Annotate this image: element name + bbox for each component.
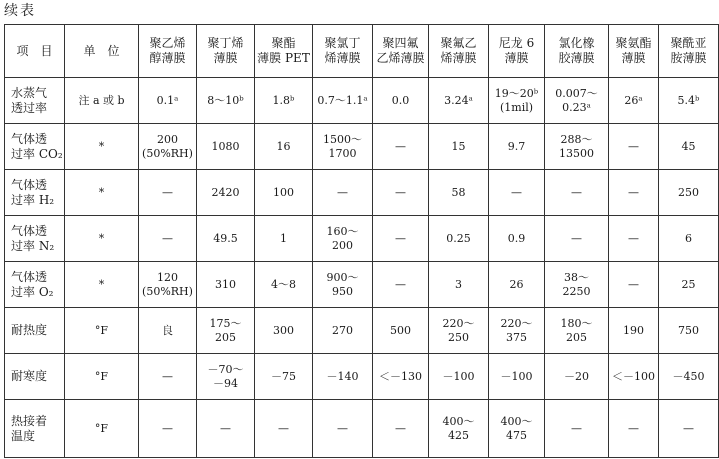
- value-cell: 1080: [197, 124, 255, 170]
- value-cell: 15: [429, 124, 489, 170]
- row-label: 热接着 温度: [5, 400, 65, 458]
- header-cell: 氯化橡 胶薄膜: [545, 25, 609, 78]
- value-cell: 26: [489, 262, 545, 308]
- value-cell: 1: [255, 216, 313, 262]
- value-cell: 6: [659, 216, 719, 262]
- value-cell: 160～ 200: [313, 216, 373, 262]
- unit-cell: *: [65, 124, 139, 170]
- value-cell: 5.4ᵇ: [659, 78, 719, 124]
- row-label: 耐寒度: [5, 354, 65, 400]
- value-cell: ＜－130: [373, 354, 429, 400]
- row-label: 耐热度: [5, 308, 65, 354]
- table-caption: 续表: [4, 3, 36, 19]
- value-cell: —: [489, 170, 545, 216]
- value-cell: 2420: [197, 170, 255, 216]
- table-row: [5, 262, 719, 308]
- value-cell: 良: [139, 308, 197, 354]
- header-cell: 聚乙烯 醇薄膜: [139, 25, 197, 78]
- properties-table: [4, 24, 719, 458]
- header-cell: 项 目: [5, 25, 65, 78]
- value-cell: －70～ －94: [197, 354, 255, 400]
- value-cell: 300: [255, 308, 313, 354]
- value-cell: 16: [255, 124, 313, 170]
- value-cell: －75: [255, 354, 313, 400]
- value-cell: ＜－100: [609, 354, 659, 400]
- value-cell: 1.8ᵇ: [255, 78, 313, 124]
- value-cell: －140: [313, 354, 373, 400]
- value-cell: 9.7: [489, 124, 545, 170]
- value-cell: —: [139, 216, 197, 262]
- row-label: 水蒸气 透过率: [5, 78, 65, 124]
- value-cell: 120 (50%RH): [139, 262, 197, 308]
- row-label: 气体透 过率 CO₂: [5, 124, 65, 170]
- header-cell: 聚四氟 乙烯薄膜: [373, 25, 429, 78]
- row-label: 气体透 过率 N₂: [5, 216, 65, 262]
- header-cell: 聚氨酯 薄膜: [609, 25, 659, 78]
- header-cell: 单 位: [65, 25, 139, 78]
- value-cell: －100: [489, 354, 545, 400]
- value-cell: —: [545, 216, 609, 262]
- table-row: [5, 124, 719, 170]
- value-cell: 3: [429, 262, 489, 308]
- row-label: 气体透 过率 O₂: [5, 262, 65, 308]
- value-cell: —: [373, 400, 429, 458]
- value-cell: 500: [373, 308, 429, 354]
- unit-cell: *: [65, 262, 139, 308]
- value-cell: －20: [545, 354, 609, 400]
- unit-cell: 注 a 或 b: [65, 78, 139, 124]
- value-cell: —: [255, 400, 313, 458]
- value-cell: 0.7～1.1ᵃ: [313, 78, 373, 124]
- table-row: [5, 216, 719, 262]
- value-cell: —: [313, 400, 373, 458]
- header-cell: 聚丁烯 薄膜: [197, 25, 255, 78]
- value-cell: 180～ 205: [545, 308, 609, 354]
- table-row: [5, 170, 719, 216]
- value-cell: —: [545, 400, 609, 458]
- value-cell: 200 (50%RH): [139, 124, 197, 170]
- value-cell: 49.5: [197, 216, 255, 262]
- value-cell: —: [313, 170, 373, 216]
- value-cell: 900～ 950: [313, 262, 373, 308]
- value-cell: —: [609, 262, 659, 308]
- value-cell: 25: [659, 262, 719, 308]
- value-cell: —: [545, 170, 609, 216]
- unit-cell: *: [65, 170, 139, 216]
- value-cell: 250: [659, 170, 719, 216]
- value-cell: —: [373, 124, 429, 170]
- value-cell: —: [609, 124, 659, 170]
- unit-cell: °F: [65, 308, 139, 354]
- value-cell: 175～ 205: [197, 308, 255, 354]
- row-label: 气体透 过率 H₂: [5, 170, 65, 216]
- value-cell: —: [373, 262, 429, 308]
- header-row: [5, 25, 719, 78]
- value-cell: 0.007～ 0.23ᵃ: [545, 78, 609, 124]
- value-cell: 45: [659, 124, 719, 170]
- value-cell: 288～ 13500: [545, 124, 609, 170]
- value-cell: 220～ 250: [429, 308, 489, 354]
- header-cell: 聚酯 薄膜 PET: [255, 25, 313, 78]
- value-cell: —: [139, 400, 197, 458]
- unit-cell: °F: [65, 354, 139, 400]
- value-cell: —: [609, 216, 659, 262]
- header-cell: 尼龙 6 薄膜: [489, 25, 545, 78]
- value-cell: 220～ 375: [489, 308, 545, 354]
- value-cell: －100: [429, 354, 489, 400]
- value-cell: —: [609, 170, 659, 216]
- value-cell: 58: [429, 170, 489, 216]
- value-cell: —: [609, 400, 659, 458]
- value-cell: 1500～ 1700: [313, 124, 373, 170]
- table-row: [5, 308, 719, 354]
- value-cell: 0.25: [429, 216, 489, 262]
- value-cell: 190: [609, 308, 659, 354]
- value-cell: —: [659, 400, 719, 458]
- value-cell: —: [197, 400, 255, 458]
- header-cell: 聚酰亚 胺薄膜: [659, 25, 719, 78]
- value-cell: 0.9: [489, 216, 545, 262]
- value-cell: —: [373, 216, 429, 262]
- value-cell: 400～ 475: [489, 400, 545, 458]
- value-cell: 4～8: [255, 262, 313, 308]
- value-cell: 26ᵃ: [609, 78, 659, 124]
- table-row: [5, 354, 719, 400]
- value-cell: 750: [659, 308, 719, 354]
- unit-cell: °F: [65, 400, 139, 458]
- value-cell: 100: [255, 170, 313, 216]
- table-row: [5, 78, 719, 124]
- value-cell: 400～ 425: [429, 400, 489, 458]
- table-row: [5, 400, 719, 458]
- value-cell: —: [139, 354, 197, 400]
- value-cell: 270: [313, 308, 373, 354]
- header-cell: 聚氯丁 烯薄膜: [313, 25, 373, 78]
- value-cell: 3.24ᵃ: [429, 78, 489, 124]
- value-cell: 38～ 2250: [545, 262, 609, 308]
- header-cell: 聚氟乙 烯薄膜: [429, 25, 489, 78]
- value-cell: —: [139, 170, 197, 216]
- value-cell: —: [373, 170, 429, 216]
- unit-cell: *: [65, 216, 139, 262]
- value-cell: 0.1ᵃ: [139, 78, 197, 124]
- value-cell: 8～10ᵇ: [197, 78, 255, 124]
- value-cell: 310: [197, 262, 255, 308]
- value-cell: 19～20ᵇ (1mil): [489, 78, 545, 124]
- value-cell: 0.0: [373, 78, 429, 124]
- value-cell: －450: [659, 354, 719, 400]
